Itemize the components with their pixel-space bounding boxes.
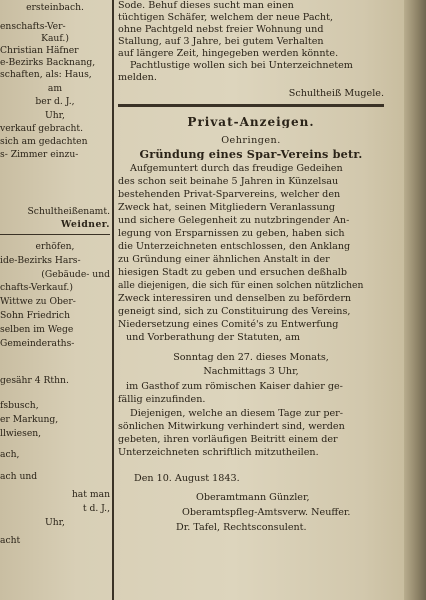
left-line: (Gebäude- und <box>41 269 110 280</box>
prev-notice-line: auf längere Zeit, hingegeben werden könnte. <box>118 48 339 59</box>
left-line: fsbusch, <box>0 400 39 411</box>
body-line: sönlichen Mitwirkung verhindert sind, werden <box>118 421 345 432</box>
signatory: Dr. Tafel, Rechtsconsulent. <box>176 522 307 533</box>
left-line: acht <box>0 535 21 546</box>
left-line: Sohn Friedrich <box>0 310 70 321</box>
body-line: geneigt sind, sich zu Constituirung des Vereins, <box>118 306 351 317</box>
section-heading: Privat-Anzeigen. <box>187 116 315 128</box>
left-line: sich am gedachten <box>0 136 88 147</box>
left-line: am <box>47 83 63 94</box>
column-divider <box>112 0 114 600</box>
prev-notice-line: tüchtigen Schäfer, welchem der neue Pacht, <box>118 12 334 23</box>
left-line: ersteinbach. <box>26 2 84 13</box>
left-line: ach, <box>0 449 20 460</box>
signatory: Oberamtmann Günzler, <box>196 492 310 503</box>
prev-notice-line: Stallung, auf 3 Jahre, bei gutem Verhalten <box>118 36 324 47</box>
left-line: verkauf gebracht. <box>0 123 84 134</box>
body-line: Zweck hat, seinen Mitgliedern Veranlassung <box>118 202 336 213</box>
body-line: die Unterzeichneten entschlossen, den Anklang <box>118 241 351 252</box>
body-line: im Gasthof zum römischen Kaiser dahier ge- <box>126 381 343 392</box>
body-line: des schon seit beinahe 5 Jahren in Künzelsau <box>118 176 339 187</box>
body-line: gebeten, ihren vorläufigen Beitritt einem der <box>118 434 338 445</box>
left-line: hat man <box>71 489 110 500</box>
body-line: Diejenigen, welche an diesem Tage zur per- <box>130 408 344 419</box>
dateline: Den 10. August 1843. <box>134 473 240 484</box>
section-rule <box>118 104 384 107</box>
left-line: Uhr, <box>45 517 65 528</box>
body-line: alle diejenigen, die sich für einen solchen nützlichen <box>118 280 364 291</box>
left-line: Kauf.) <box>41 33 69 44</box>
left-line: ber d. J., <box>35 96 75 107</box>
prev-notice-line: Pachtlustige wollen sich bei Unterzeichnetem <box>130 60 353 71</box>
meeting-time: Nachmittags 3 Uhr, <box>203 366 299 377</box>
left-separator <box>0 234 110 235</box>
left-line: llwiesen, <box>0 428 42 439</box>
body-line: Niedersetzung eines Comité's zu Entwerfung <box>118 319 339 330</box>
meeting-date: Sonntag den 27. dieses Monats, <box>173 352 329 363</box>
left-line: ide-Bezirks Hars- <box>0 255 81 266</box>
body-line: Zweck interessiren und denselben zu befördern <box>118 293 352 304</box>
left-line: gesähr 4 Rthn. <box>0 375 69 386</box>
left-line: Gemeinderaths- <box>0 338 75 349</box>
page-edge-shadow <box>404 0 426 600</box>
left-line: chafts-Verkauf.) <box>0 282 73 293</box>
left-line: schaften, als: Haus, <box>0 69 92 80</box>
article-title: Gründung eines Spar-Vereins betr. <box>139 148 363 160</box>
left-line: e-Bezirks Backnang, <box>0 57 96 68</box>
left-line: selben im Wege <box>0 324 74 335</box>
place-name: Oehringen. <box>221 135 281 146</box>
body-line: zu Gründung einer ähnlichen Anstalt in der <box>118 254 330 265</box>
prev-notice-line: ohne Pachtgeld nebst freier Wohnung und <box>118 24 324 35</box>
body-line: bestehenden Privat-Sparvereins, welcher den <box>118 189 341 200</box>
left-line: erhöfen, <box>35 241 75 252</box>
body-line: hiesigen Stadt zu geben und ersuchen deßhalb <box>118 267 348 278</box>
left-line: ach und <box>0 471 38 482</box>
body-line: Unterzeichneten schriftlich mitzutheilen. <box>118 447 319 458</box>
body-line: und Vorberathung der Statuten, am <box>126 332 300 343</box>
prev-notice-signature: Schultheiß Mugele. <box>288 88 384 99</box>
left-line: Uhr, <box>45 110 65 121</box>
left-signature: Schultheißenamt. <box>27 206 110 217</box>
signatory: Oberamtspfleg-Amtsverw. Neuffer. <box>182 507 351 518</box>
body-line: und sichere Gelegenheit zu nutzbringender An- <box>118 215 350 226</box>
left-line: s- Zimmer einzu- <box>0 149 79 160</box>
body-line: Aufgemuntert durch das freudige Gedeihen <box>130 163 343 174</box>
body-line: fällig einzufinden. <box>118 394 206 405</box>
prev-notice-line: melden. <box>118 72 157 83</box>
left-line: Christian Häfner <box>0 45 79 56</box>
left-line: enschafts-Ver- <box>0 21 66 32</box>
prev-notice-line: Sode. Behuf dieses sucht man einen <box>118 0 294 11</box>
left-line: Wittwe zu Ober- <box>0 296 76 307</box>
body-line: legung von Ersparnissen zu geben, haben sich <box>118 228 345 239</box>
left-signature-name: Weidner. <box>60 219 110 230</box>
left-line: t d. J., <box>82 503 110 514</box>
left-line: er Markung, <box>0 414 59 425</box>
